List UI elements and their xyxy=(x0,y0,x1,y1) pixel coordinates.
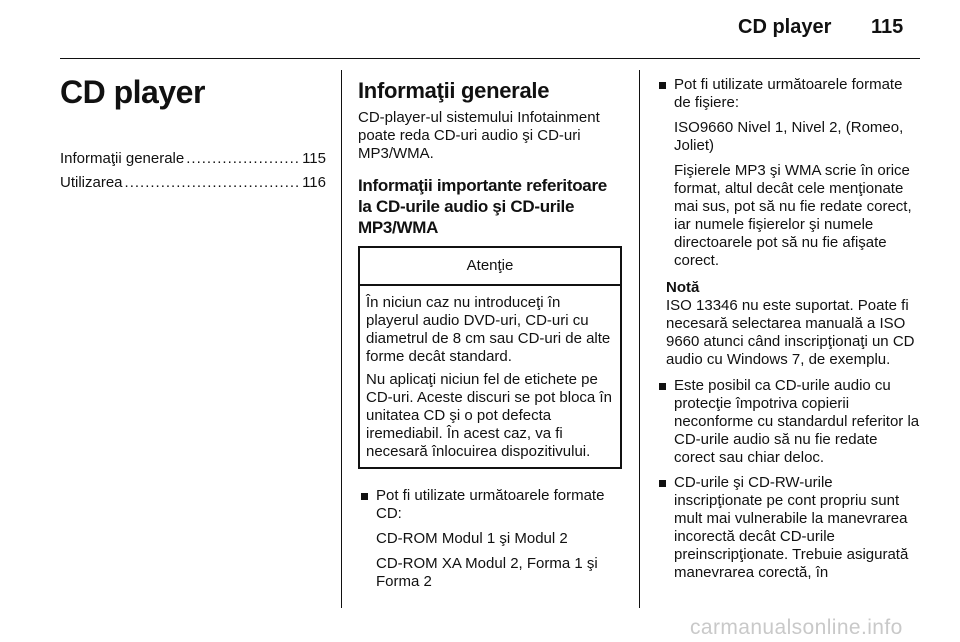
note-block xyxy=(656,279,922,369)
bullet-text: Este posibil ca CD-urile audio cu protecţie împotriva copierii neconforme cu standardul referitor la CD-urile audio să nu fie redate corect sau chiar deloc. xyxy=(674,377,920,466)
middle-column xyxy=(358,70,624,591)
bullet-square-icon xyxy=(659,82,666,89)
subsection-title: Informaţii importante referitoare la CD-urile audio şi CD-urile MP3/WMA xyxy=(358,176,607,237)
table-of-contents xyxy=(60,150,326,198)
toc-entry-usage[interactable] xyxy=(60,174,326,198)
chapter-title: CD player xyxy=(60,74,205,110)
file-format-item: ISO9660 Nivel 1, Nivel 2, (Romeo, Joliet) xyxy=(674,119,904,154)
intro-paragraph: CD-player-ul sistemului Infotainment poate reda CD-uri audio şi CD-uri MP3/WMA. xyxy=(358,109,600,162)
caution-box xyxy=(358,246,622,469)
bullet-square-icon xyxy=(659,383,666,390)
bullet-text: CD-urile şi CD-RW-urile inscripţionate pe cont propriu sunt mult mai vulnerabile la manevrarea incorectă decât CD-urile preinscripţionate. Trebuie asigurată manevrarea corectă, în xyxy=(674,474,909,581)
cd-format-item: CD-ROM Modul 1 şi Modul 2 xyxy=(376,530,568,547)
caution-paragraph-2: Nu aplicaţi niciun fel de etichete pe CD-uri. Aceste discuri se pot bloca în unitatea CD şi o pot defecta iremediabil. În acest caz, va fi necesară înlocuirea dispozitivului. xyxy=(366,371,612,460)
note-title: Notă xyxy=(666,279,700,296)
toc-leader-dots xyxy=(186,150,300,167)
bullet-copy-protection xyxy=(656,377,922,467)
column-divider-left xyxy=(341,70,342,608)
toc-leader-dots xyxy=(125,174,301,191)
bullet-text: Pot fi utilizate următoarele formate de fişiere: xyxy=(674,76,903,111)
caution-title: Atenţie xyxy=(360,248,620,286)
toc-column xyxy=(60,70,326,198)
header-rule xyxy=(60,58,920,59)
bullet-cd-formats xyxy=(358,487,624,523)
running-header-title: CD player xyxy=(738,16,832,38)
note-text: ISO 13346 nu este suportat. Poate fi necesară selectarea manuală a ISO 9660 atunci când inscripţionaţi un CD audio cu Windows 7, de exemplu. xyxy=(666,297,915,368)
column-divider-right xyxy=(639,70,640,608)
bullet-square-icon xyxy=(361,493,368,500)
bullet-cd-rw-handling xyxy=(656,474,922,582)
section-title: Informaţii generale xyxy=(358,78,550,103)
file-format-item: Fişierele MP3 şi WMA scrie în orice format, altul decât cele menţionate mai sus, pot să nu fie redate corect, iar numele fişierelor şi numele directoarele pot să nu fie afişate corect. xyxy=(674,162,912,269)
toc-entry-page: 115 xyxy=(302,150,326,167)
toc-entry-label: Utilizarea xyxy=(60,174,123,191)
bullet-file-formats xyxy=(656,76,922,112)
page-number: 115 xyxy=(871,16,904,38)
bullet-text: Pot fi utilizate următoarele formate CD: xyxy=(376,487,605,522)
toc-entry-general-info[interactable] xyxy=(60,150,326,174)
bullet-square-icon xyxy=(659,480,666,487)
right-column xyxy=(656,70,922,582)
caution-paragraph-1: În niciun caz nu introduceţi în playerul audio DVD-uri, CD-uri cu diametrul de 8 cm sau CD-uri de alte forme decât standard. xyxy=(366,294,611,365)
toc-entry-page: 116 xyxy=(302,174,326,191)
watermark: carmanualsonline.info xyxy=(690,616,903,639)
caution-body xyxy=(360,286,620,467)
cd-format-item: CD-ROM XA Modul 2, Forma 1 şi Forma 2 xyxy=(376,555,598,590)
toc-entry-label: Informaţii generale xyxy=(60,150,185,167)
